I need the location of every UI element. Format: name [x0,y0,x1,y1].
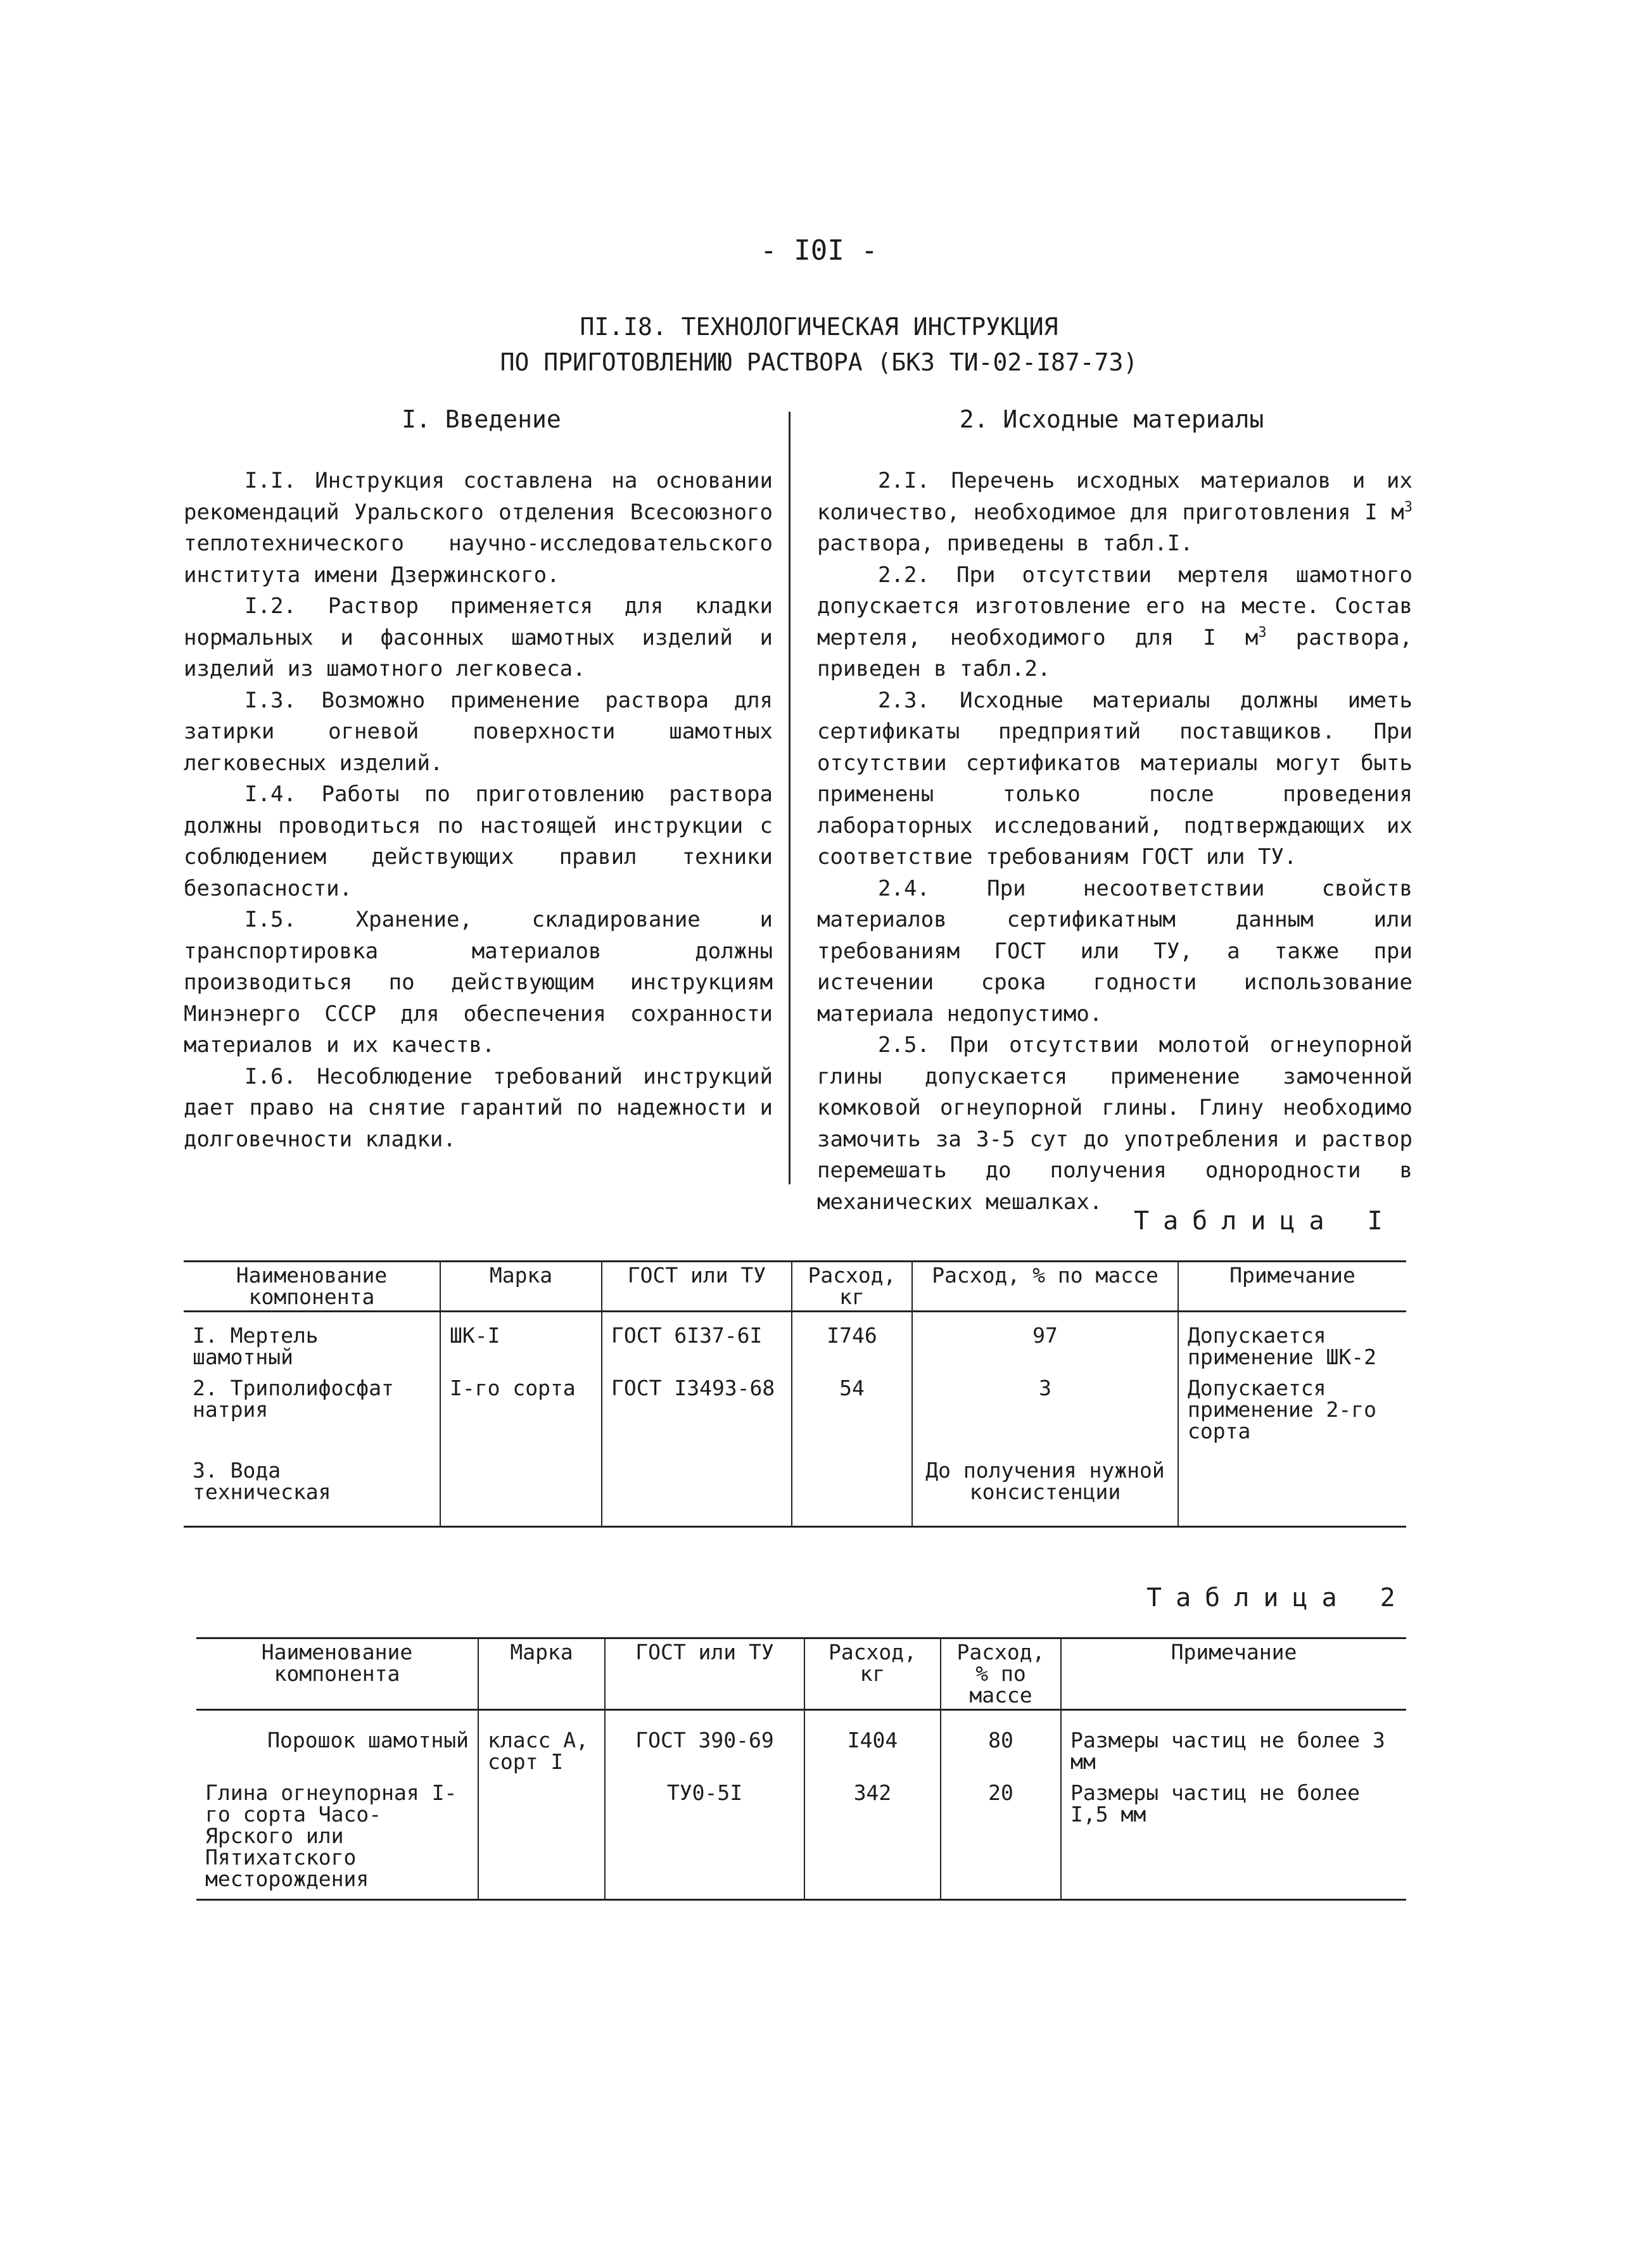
table-cell: До получения нужной консистенции [912,1457,1178,1527]
table-cell [478,1780,605,1900]
table-cell: 54 [792,1375,912,1457]
table-2-header: Примечание [1061,1638,1406,1710]
table-1 [184,1260,1406,1528]
table-cell: Размеры частиц не более I,5 мм [1061,1780,1406,1900]
table-2-header: Расход, % по массе [941,1638,1061,1710]
table-2-header: Марка [478,1638,605,1710]
table-cell [440,1457,602,1527]
table-1-header: Расход, % по массе [912,1262,1178,1312]
table-2-header-row [196,1638,1406,1710]
table-cell: 3. Вода техническая [184,1457,440,1527]
section-1-heading: I. Введение [402,405,561,433]
table-row [184,1312,1406,1375]
paragraph-1-6: I.6. Несоблюдение требований инструкций дает право на снятие гарантий по надежности и долговечности кладки. [184,1063,773,1152]
paragraph-1-5: I.5. Хранение, складирование и транспортировка материалов должны производиться по действующим инструкциям Минэнерго СССР для обеспечения сохранности материалов и их качеств. [184,907,773,1058]
table-cell: I746 [792,1312,912,1375]
section-1-body [184,466,773,1155]
page-number: - I0I - [760,234,878,267]
table-cell: 342 [804,1780,941,1900]
table-cell: 80 [941,1710,1061,1780]
paragraph-2-1: 2.I. Перечень исходных материалов и их количество, необходимое для приготовления I $м^3$ раствора, приведены в табл.I. [817,468,1413,556]
table-cell: I404 [804,1710,941,1780]
table-row [196,1780,1406,1900]
table-2 [196,1637,1406,1901]
paragraph-1-1: I.I. Инструкция составлена на основании рекомендаций Уральского отделения Всесоюзного теплотехнического научно-исследовательского института имени Дзержинского. [184,468,773,588]
document-title-line-1: ПI.I8. ТЕХНОЛОГИЧЕСКАЯ ИНСТРУКЦИЯ [580,313,1058,341]
paragraph-2-4: 2.4. При несоответствии свойств материалов сертификатным данным или требованиям ГОСТ или ТУ, а также при истечении срока годности использование материала недопустимо. [817,875,1413,1027]
table-cell: I-го сорта [440,1375,602,1457]
table-2-header: Наименование компонента [196,1638,478,1710]
table-cell: класс А, сорт I [478,1710,605,1780]
table-1-header-row [184,1262,1406,1312]
section-2-body [817,466,1413,1218]
table-2-header: ГОСТ или ТУ [605,1638,804,1710]
column-divider [789,412,790,1184]
table-cell: 20 [941,1780,1061,1900]
table-cell: ГОСТ 6I37-6I [602,1312,792,1375]
table-1-header: Марка [440,1262,602,1312]
table-2-header: Расход, кг [804,1638,941,1710]
table-cell: ГОСТ 390-69 [605,1710,804,1780]
paragraph-1-4: I.4. Работы по приготовлению раствора должны проводиться по настоящей инструкции с соблюдением действующих правил техники безопасности. [184,782,773,901]
table-cell: 97 [912,1312,1178,1375]
table-row [196,1710,1406,1780]
table-cell [1178,1457,1406,1527]
paragraph-1-3: I.3. Возможно применение раствора для затирки огневой поверхности шамотных легковесных изделий. [184,687,773,776]
table-cell: Допускается применение ШК-2 [1178,1312,1406,1375]
table-cell: ШК-I [440,1312,602,1375]
table-cell: Размеры частиц не более 3 мм [1061,1710,1406,1780]
table-cell: ТУ0-5I [605,1780,804,1900]
table-cell: Допускается применение 2-го сорта [1178,1375,1406,1457]
table-cell [792,1457,912,1527]
document-title-line-2: ПО ПРИГОТОВЛЕНИЮ РАСТВОРА (БКЗ ТИ-02-I87-73) [500,348,1138,376]
table-1-caption: Таблица I [1134,1207,1397,1236]
table-1-header: Расход, кг [792,1262,912,1312]
table-1-header: Примечание [1178,1262,1406,1312]
table-1-header: Наименование компонента [184,1262,440,1312]
table-cell: I. Мертель шамотный [193,1323,319,1369]
table-row [184,1457,1406,1527]
paragraph-2-5: 2.5. При отсутствии молотой огнеупорной глины допускается применение замоченной комковой огнеупорной глины. Глину необходимо замочить за 3-5 сут до употребления и раствор перемешать до получения однородности в механических мешалках. [817,1032,1413,1215]
section-2-heading: 2. Исходные материалы [959,405,1264,433]
paragraph-2-3: 2.3. Исходные материалы должны иметь сертификаты предприятий поставщиков. При отсутствии сертификатов материалы могут быть применены только после проведения лабораторных исследований, подтверждающих их соответствие требованиям ГОСТ или ТУ. [817,687,1413,870]
paragraph-2-2: 2.2. При отсутствии мертеля шамотного допускается изготовление его на месте. Состав мертеля, необходимого для I $м^3$ раствора, приведен в табл.2. [817,562,1413,681]
table-row [184,1375,1406,1457]
table-cell: 2. Триполифосфат натрия [193,1375,394,1422]
table-cell: ГОСТ I3493-68 [602,1375,792,1457]
table-cell: Порошок шамотный [267,1728,469,1752]
table-2-caption: Таблица 2 [1146,1583,1409,1612]
table-cell: 3 [912,1375,1178,1457]
table-cell: Глина огнеупорная I-го сорта Часо-Ярского или Пятихатского месторождения [196,1780,478,1900]
paragraph-1-2: I.2. Раствор применяется для кладки нормальных и фасонных шамотных изделий и изделий из шамотного легковеса. [184,593,773,681]
table-1-header: ГОСТ или ТУ [602,1262,792,1312]
table-cell [602,1457,792,1527]
